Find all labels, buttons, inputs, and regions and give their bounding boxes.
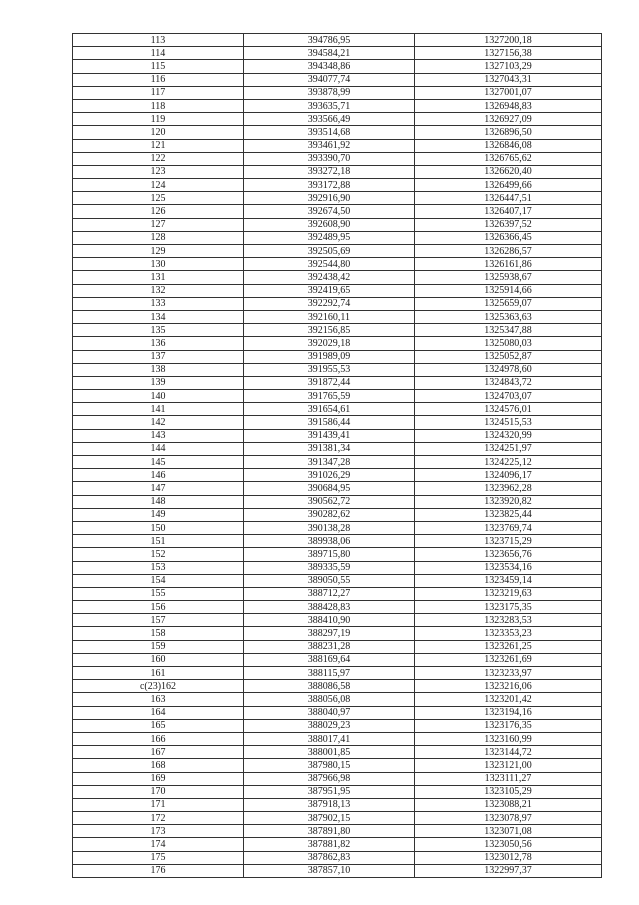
y-coordinate-cell: 1323283,53 (415, 614, 602, 627)
point-number-cell: 170 (73, 785, 244, 798)
point-number-cell: 118 (73, 99, 244, 112)
y-coordinate-cell: 1323825,44 (415, 508, 602, 521)
x-coordinate-cell: 390684,95 (244, 482, 415, 495)
x-coordinate-cell: 394077,74 (244, 73, 415, 86)
point-number-cell: 147 (73, 482, 244, 495)
point-number-cell: 126 (73, 205, 244, 218)
x-coordinate-cell: 388001,85 (244, 746, 415, 759)
point-number-cell: 149 (73, 508, 244, 521)
point-number-cell: 135 (73, 324, 244, 337)
y-coordinate-cell: 1327001,07 (415, 86, 602, 99)
point-number-cell: 116 (73, 73, 244, 86)
table-row (73, 482, 602, 495)
y-coordinate-cell: 1327043,31 (415, 73, 602, 86)
y-coordinate-cell: 1324225,12 (415, 456, 602, 469)
x-coordinate-cell: 388017,41 (244, 732, 415, 745)
y-coordinate-cell: 1323105,29 (415, 785, 602, 798)
table-row (73, 126, 602, 139)
point-number-cell: 134 (73, 310, 244, 323)
point-number-cell: c(23)162 (73, 680, 244, 693)
y-coordinate-cell: 1323769,74 (415, 521, 602, 534)
x-coordinate-cell: 388428,83 (244, 601, 415, 614)
x-coordinate-cell: 390562,72 (244, 495, 415, 508)
y-coordinate-cell: 1322997,37 (415, 864, 602, 877)
y-coordinate-cell: 1327200,18 (415, 34, 602, 47)
point-number-cell: 123 (73, 165, 244, 178)
x-coordinate-cell: 389050,55 (244, 574, 415, 587)
table-row (73, 864, 602, 877)
y-coordinate-cell: 1325914,66 (415, 284, 602, 297)
point-number-cell: 157 (73, 614, 244, 627)
x-coordinate-cell: 392419,65 (244, 284, 415, 297)
y-coordinate-cell: 1323219,63 (415, 587, 602, 600)
x-coordinate-cell: 391654,61 (244, 403, 415, 416)
point-number-cell: 150 (73, 521, 244, 534)
x-coordinate-cell: 391381,34 (244, 442, 415, 455)
point-number-cell: 156 (73, 601, 244, 614)
y-coordinate-cell: 1324978,60 (415, 363, 602, 376)
table-row (73, 627, 602, 640)
table-row (73, 152, 602, 165)
x-coordinate-cell: 393390,70 (244, 152, 415, 165)
point-number-cell: 175 (73, 851, 244, 864)
point-number-cell: 160 (73, 653, 244, 666)
y-coordinate-cell: 1327103,29 (415, 60, 602, 73)
point-number-cell: 124 (73, 179, 244, 192)
point-number-cell: 155 (73, 587, 244, 600)
y-coordinate-cell: 1326407,17 (415, 205, 602, 218)
table-row (73, 324, 602, 337)
x-coordinate-cell: 387951,95 (244, 785, 415, 798)
y-coordinate-cell: 1323111,27 (415, 772, 602, 785)
y-coordinate-cell: 1325347,88 (415, 324, 602, 337)
y-coordinate-cell: 1323088,21 (415, 798, 602, 811)
y-coordinate-cell: 1325659,07 (415, 297, 602, 310)
point-number-cell: 152 (73, 548, 244, 561)
y-coordinate-cell: 1326927,09 (415, 113, 602, 126)
y-coordinate-cell: 1323201,42 (415, 693, 602, 706)
table-row (73, 245, 602, 258)
table-row (73, 785, 602, 798)
x-coordinate-cell: 388169,64 (244, 653, 415, 666)
x-coordinate-cell: 392160,11 (244, 310, 415, 323)
point-number-cell: 167 (73, 746, 244, 759)
point-number-cell: 127 (73, 218, 244, 231)
x-coordinate-cell: 394348,86 (244, 60, 415, 73)
table-row (73, 851, 602, 864)
table-row (73, 192, 602, 205)
point-number-cell: 145 (73, 456, 244, 469)
y-coordinate-cell: 1323175,35 (415, 601, 602, 614)
table-row (73, 179, 602, 192)
point-number-cell: 164 (73, 706, 244, 719)
x-coordinate-cell: 389335,59 (244, 561, 415, 574)
x-coordinate-cell: 387918,13 (244, 798, 415, 811)
table-row (73, 218, 602, 231)
point-number-cell: 120 (73, 126, 244, 139)
y-coordinate-cell: 1326948,83 (415, 99, 602, 112)
point-number-cell: 166 (73, 732, 244, 745)
x-coordinate-cell: 390282,62 (244, 508, 415, 521)
point-number-cell: 133 (73, 297, 244, 310)
table-row (73, 574, 602, 587)
y-coordinate-cell: 1326620,40 (415, 165, 602, 178)
table-row (73, 838, 602, 851)
table-row (73, 667, 602, 680)
y-coordinate-cell: 1325080,03 (415, 337, 602, 350)
x-coordinate-cell: 394584,21 (244, 47, 415, 60)
table-row (73, 284, 602, 297)
coordinates-table-body (73, 34, 602, 878)
x-coordinate-cell: 393635,71 (244, 99, 415, 112)
point-number-cell: 121 (73, 139, 244, 152)
table-row (73, 548, 602, 561)
y-coordinate-cell: 1324576,01 (415, 403, 602, 416)
x-coordinate-cell: 388410,90 (244, 614, 415, 627)
y-coordinate-cell: 1323656,76 (415, 548, 602, 561)
x-coordinate-cell: 388056,08 (244, 693, 415, 706)
point-number-cell: 154 (73, 574, 244, 587)
point-number-cell: 128 (73, 231, 244, 244)
table-row (73, 561, 602, 574)
table-row (73, 60, 602, 73)
x-coordinate-cell: 391439,41 (244, 429, 415, 442)
point-number-cell: 163 (73, 693, 244, 706)
x-coordinate-cell: 392916,90 (244, 192, 415, 205)
table-row (73, 456, 602, 469)
y-coordinate-cell: 1326765,62 (415, 152, 602, 165)
y-coordinate-cell: 1326499,66 (415, 179, 602, 192)
point-number-cell: 139 (73, 376, 244, 389)
x-coordinate-cell: 388029,23 (244, 719, 415, 732)
x-coordinate-cell: 392608,90 (244, 218, 415, 231)
x-coordinate-cell: 388086,58 (244, 680, 415, 693)
point-number-cell: 115 (73, 60, 244, 73)
point-number-cell: 137 (73, 350, 244, 363)
table-row (73, 680, 602, 693)
table-row (73, 416, 602, 429)
y-coordinate-cell: 1325052,87 (415, 350, 602, 363)
y-coordinate-cell: 1323194,16 (415, 706, 602, 719)
y-coordinate-cell: 1323534,16 (415, 561, 602, 574)
point-number-cell: 130 (73, 258, 244, 271)
y-coordinate-cell: 1324251,97 (415, 442, 602, 455)
point-number-cell: 171 (73, 798, 244, 811)
point-number-cell: 161 (73, 667, 244, 680)
x-coordinate-cell: 388231,28 (244, 640, 415, 653)
x-coordinate-cell: 392029,18 (244, 337, 415, 350)
x-coordinate-cell: 393461,92 (244, 139, 415, 152)
point-number-cell: 114 (73, 47, 244, 60)
table-row (73, 508, 602, 521)
table-row (73, 469, 602, 482)
table-row (73, 258, 602, 271)
point-number-cell: 172 (73, 812, 244, 825)
y-coordinate-cell: 1323144,72 (415, 746, 602, 759)
point-number-cell: 153 (73, 561, 244, 574)
x-coordinate-cell: 387891,80 (244, 825, 415, 838)
table-row (73, 34, 602, 47)
table-row (73, 772, 602, 785)
x-coordinate-cell: 393172,88 (244, 179, 415, 192)
point-number-cell: 129 (73, 245, 244, 258)
x-coordinate-cell: 393272,18 (244, 165, 415, 178)
table-row (73, 759, 602, 772)
y-coordinate-cell: 1324843,72 (415, 376, 602, 389)
y-coordinate-cell: 1326161,86 (415, 258, 602, 271)
point-number-cell: 143 (73, 429, 244, 442)
point-number-cell: 122 (73, 152, 244, 165)
table-row (73, 693, 602, 706)
x-coordinate-cell: 391989,09 (244, 350, 415, 363)
x-coordinate-cell: 389715,80 (244, 548, 415, 561)
point-number-cell: 158 (73, 627, 244, 640)
table-row (73, 99, 602, 112)
x-coordinate-cell: 392674,50 (244, 205, 415, 218)
table-row (73, 495, 602, 508)
x-coordinate-cell: 387862,83 (244, 851, 415, 864)
y-coordinate-cell: 1323261,69 (415, 653, 602, 666)
y-coordinate-cell: 1323459,14 (415, 574, 602, 587)
x-coordinate-cell: 388040,97 (244, 706, 415, 719)
table-row (73, 719, 602, 732)
table-row (73, 429, 602, 442)
table-row (73, 587, 602, 600)
point-number-cell: 140 (73, 390, 244, 403)
point-number-cell: 168 (73, 759, 244, 772)
y-coordinate-cell: 1327156,38 (415, 47, 602, 60)
table-row (73, 706, 602, 719)
x-coordinate-cell: 391872,44 (244, 376, 415, 389)
table-row (73, 47, 602, 60)
point-number-cell: 138 (73, 363, 244, 376)
table-row (73, 165, 602, 178)
x-coordinate-cell: 388115,97 (244, 667, 415, 680)
x-coordinate-cell: 391026,29 (244, 469, 415, 482)
y-coordinate-cell: 1324515,53 (415, 416, 602, 429)
table-row (73, 390, 602, 403)
table-row (73, 798, 602, 811)
table-row (73, 113, 602, 126)
table-row (73, 231, 602, 244)
point-number-cell: 113 (73, 34, 244, 47)
y-coordinate-cell: 1324320,99 (415, 429, 602, 442)
table-row (73, 350, 602, 363)
point-number-cell: 119 (73, 113, 244, 126)
y-coordinate-cell: 1326286,57 (415, 245, 602, 258)
point-number-cell: 176 (73, 864, 244, 877)
x-coordinate-cell: 393566,49 (244, 113, 415, 126)
y-coordinate-cell: 1326366,45 (415, 231, 602, 244)
y-coordinate-cell: 1324096,17 (415, 469, 602, 482)
x-coordinate-cell: 387902,15 (244, 812, 415, 825)
y-coordinate-cell: 1323121,00 (415, 759, 602, 772)
y-coordinate-cell: 1323216,06 (415, 680, 602, 693)
table-row (73, 376, 602, 389)
x-coordinate-cell: 390138,28 (244, 521, 415, 534)
y-coordinate-cell: 1323353,23 (415, 627, 602, 640)
x-coordinate-cell: 387881,82 (244, 838, 415, 851)
point-number-cell: 144 (73, 442, 244, 455)
x-coordinate-cell: 387980,15 (244, 759, 415, 772)
y-coordinate-cell: 1325363,63 (415, 310, 602, 323)
table-row (73, 812, 602, 825)
point-number-cell: 159 (73, 640, 244, 653)
x-coordinate-cell: 388712,27 (244, 587, 415, 600)
x-coordinate-cell: 392544,80 (244, 258, 415, 271)
x-coordinate-cell: 387966,98 (244, 772, 415, 785)
table-row (73, 363, 602, 376)
x-coordinate-cell: 393878,99 (244, 86, 415, 99)
point-number-cell: 125 (73, 192, 244, 205)
x-coordinate-cell: 393514,68 (244, 126, 415, 139)
table-row (73, 73, 602, 86)
y-coordinate-cell: 1326846,08 (415, 139, 602, 152)
table-row (73, 640, 602, 653)
point-number-cell: 151 (73, 535, 244, 548)
point-number-cell: 136 (73, 337, 244, 350)
x-coordinate-cell: 388297,19 (244, 627, 415, 640)
x-coordinate-cell: 391955,53 (244, 363, 415, 376)
y-coordinate-cell: 1323078,97 (415, 812, 602, 825)
y-coordinate-cell: 1325938,67 (415, 271, 602, 284)
point-number-cell: 117 (73, 86, 244, 99)
table-row (73, 825, 602, 838)
table-row (73, 601, 602, 614)
table-row (73, 521, 602, 534)
point-number-cell: 146 (73, 469, 244, 482)
point-number-cell: 174 (73, 838, 244, 851)
x-coordinate-cell: 392292,74 (244, 297, 415, 310)
x-coordinate-cell: 392505,69 (244, 245, 415, 258)
table-row (73, 139, 602, 152)
y-coordinate-cell: 1323233,97 (415, 667, 602, 680)
table-row (73, 271, 602, 284)
table-row (73, 297, 602, 310)
table-row (73, 403, 602, 416)
y-coordinate-cell: 1323962,28 (415, 482, 602, 495)
x-coordinate-cell: 392489,95 (244, 231, 415, 244)
point-number-cell: 131 (73, 271, 244, 284)
point-number-cell: 173 (73, 825, 244, 838)
y-coordinate-cell: 1326397,52 (415, 218, 602, 231)
y-coordinate-cell: 1326896,50 (415, 126, 602, 139)
table-row (73, 732, 602, 745)
y-coordinate-cell: 1323261,25 (415, 640, 602, 653)
y-coordinate-cell: 1323012,78 (415, 851, 602, 864)
table-row (73, 535, 602, 548)
table-row (73, 337, 602, 350)
y-coordinate-cell: 1323160,99 (415, 732, 602, 745)
point-number-cell: 169 (73, 772, 244, 785)
table-row (73, 205, 602, 218)
x-coordinate-cell: 394786,95 (244, 34, 415, 47)
x-coordinate-cell: 391765,59 (244, 390, 415, 403)
y-coordinate-cell: 1323176,35 (415, 719, 602, 732)
point-number-cell: 142 (73, 416, 244, 429)
table-row (73, 442, 602, 455)
table-row (73, 614, 602, 627)
point-number-cell: 141 (73, 403, 244, 416)
point-number-cell: 165 (73, 719, 244, 732)
y-coordinate-cell: 1323920,82 (415, 495, 602, 508)
point-number-cell: 148 (73, 495, 244, 508)
x-coordinate-cell: 387857,10 (244, 864, 415, 877)
y-coordinate-cell: 1323050,56 (415, 838, 602, 851)
y-coordinate-cell: 1324703,07 (415, 390, 602, 403)
table-row (73, 310, 602, 323)
y-coordinate-cell: 1323715,29 (415, 535, 602, 548)
point-number-cell: 132 (73, 284, 244, 297)
table-row (73, 746, 602, 759)
y-coordinate-cell: 1323071,08 (415, 825, 602, 838)
x-coordinate-cell: 392156,85 (244, 324, 415, 337)
x-coordinate-cell: 391586,44 (244, 416, 415, 429)
coordinates-table (72, 33, 602, 878)
table-row (73, 86, 602, 99)
x-coordinate-cell: 392438,42 (244, 271, 415, 284)
y-coordinate-cell: 1326447,51 (415, 192, 602, 205)
table-row (73, 653, 602, 666)
x-coordinate-cell: 389938,06 (244, 535, 415, 548)
x-coordinate-cell: 391347,28 (244, 456, 415, 469)
